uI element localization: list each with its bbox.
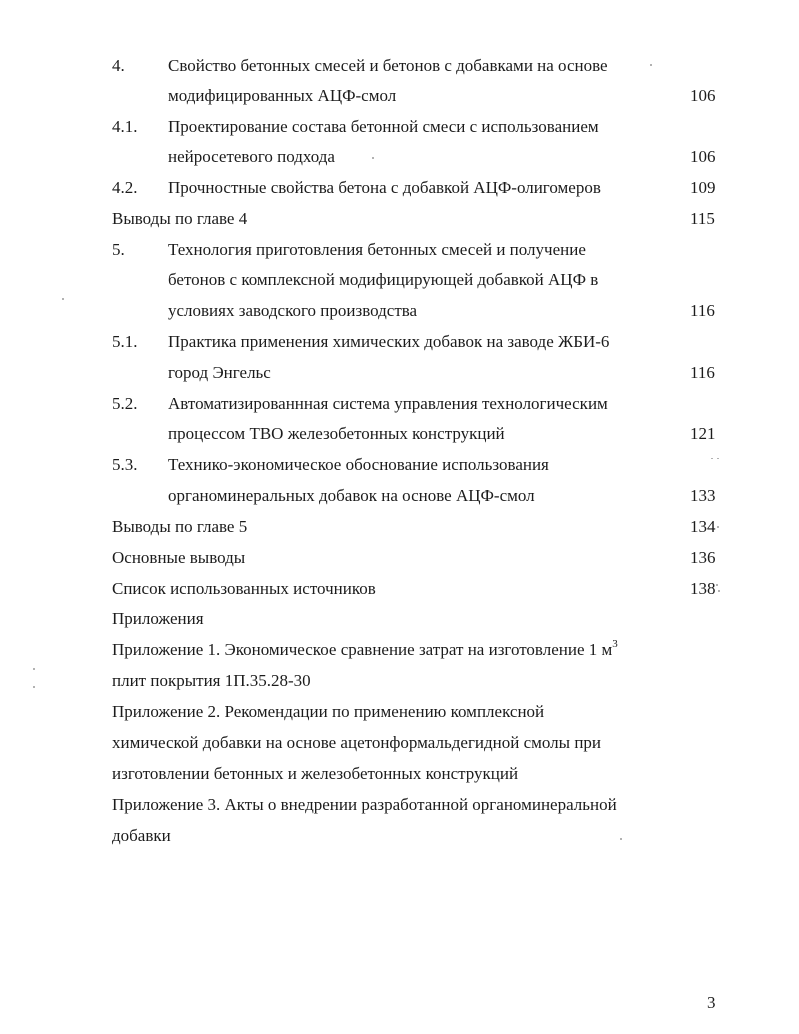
scan-speck	[62, 298, 64, 300]
toc-title: Свойство бетонных смесей и бетонов с добавками на основе	[168, 56, 608, 75]
toc-title: Автоматизированнная система управления технологическим	[168, 394, 608, 413]
appendix-3: Приложение 3. Акты о внедрении разработанной органоминеральной	[112, 795, 617, 814]
appendix-2-continued: изготовлении бетонных и железобетонных конструкций	[112, 764, 519, 783]
appendix-1-continued: плит покрытия 1П.35.28-30	[112, 671, 311, 690]
toc-number: 5.1.	[112, 332, 138, 351]
superscript: 3	[612, 638, 618, 650]
scan-speck	[716, 584, 718, 586]
scan-speck	[33, 668, 35, 670]
toc-page-number: 109	[690, 178, 716, 197]
toc-number: 4.	[112, 56, 125, 75]
toc-page-number: 138	[690, 579, 716, 598]
toc-title: Технико-экономическое обоснование использования	[168, 455, 549, 474]
scan-speck	[372, 157, 374, 159]
toc-title-continued: процессом ТВО железобетонных конструкций	[168, 424, 505, 443]
scan-speck	[717, 526, 719, 528]
toc-page-number: 133	[690, 486, 716, 505]
toc-title: Проектирование состава бетонной смеси с использованием	[168, 117, 599, 136]
scan-speck	[717, 458, 719, 459]
toc-title: Технология приготовления бетонных смесей и получение	[168, 240, 586, 259]
toc-chapter-conclusions: Выводы по главе 5	[112, 517, 248, 536]
toc-title: Прочностные свойства бетона с добавкой АЦФ-олигомеров	[168, 178, 601, 197]
toc-title: Практика применения химических добавок на заводе ЖБИ-6	[168, 332, 610, 351]
toc-title-continued: органоминеральных добавок на основе АЦФ-смол	[168, 486, 535, 505]
scan-speck	[718, 590, 720, 592]
toc-references: Список использованных источников	[112, 579, 376, 598]
toc-chapter-conclusions: Выводы по главе 4	[112, 209, 248, 228]
toc-title-continued: город Энгельс	[168, 363, 271, 382]
toc-page-number: 116	[690, 301, 715, 320]
toc-page-number: 134	[690, 517, 716, 536]
toc-page-number: 121	[690, 424, 716, 443]
toc-page-number: 116	[690, 363, 715, 382]
toc-title-continued: модифицированных АЦФ-смол	[168, 86, 397, 105]
toc-number: 5.	[112, 240, 125, 259]
page-number: 3	[707, 993, 716, 1012]
toc-number: 5.3.	[112, 455, 138, 474]
toc-page-number: 136	[690, 548, 716, 567]
appendix-2-continued: химической добавки на основе ацетонформальдегидной смолы при	[112, 733, 602, 752]
appendix-3-continued: добавки	[112, 826, 171, 845]
scan-speck	[620, 838, 622, 840]
toc-title-continued: нейросетевого подхода	[168, 147, 335, 166]
toc-title-continued: бетонов с комплексной модифицирующей добавкой АЦФ в	[168, 270, 599, 289]
scan-speck	[33, 686, 35, 688]
toc-main-conclusions: Основные выводы	[112, 548, 246, 567]
toc-page-number: 106	[690, 147, 716, 166]
toc-appendices-heading: Приложения	[112, 609, 204, 628]
appendix-1	[112, 640, 618, 660]
toc-number: 4.2.	[112, 178, 138, 197]
scan-speck	[711, 458, 713, 459]
toc-number: 4.1.	[112, 117, 138, 136]
toc-number: 5.2.	[112, 394, 138, 413]
appendix-1-text: Приложение 1. Экономическое сравнение затрат на изготовление 1 м	[112, 640, 613, 659]
toc-page-number: 106	[690, 86, 716, 105]
appendix-2: Приложение 2. Рекомендации по применению комплексной	[112, 702, 545, 721]
toc-page-number: 115	[690, 209, 715, 228]
toc-title-continued: условиях заводского производства	[168, 301, 418, 320]
scan-speck	[650, 64, 652, 66]
